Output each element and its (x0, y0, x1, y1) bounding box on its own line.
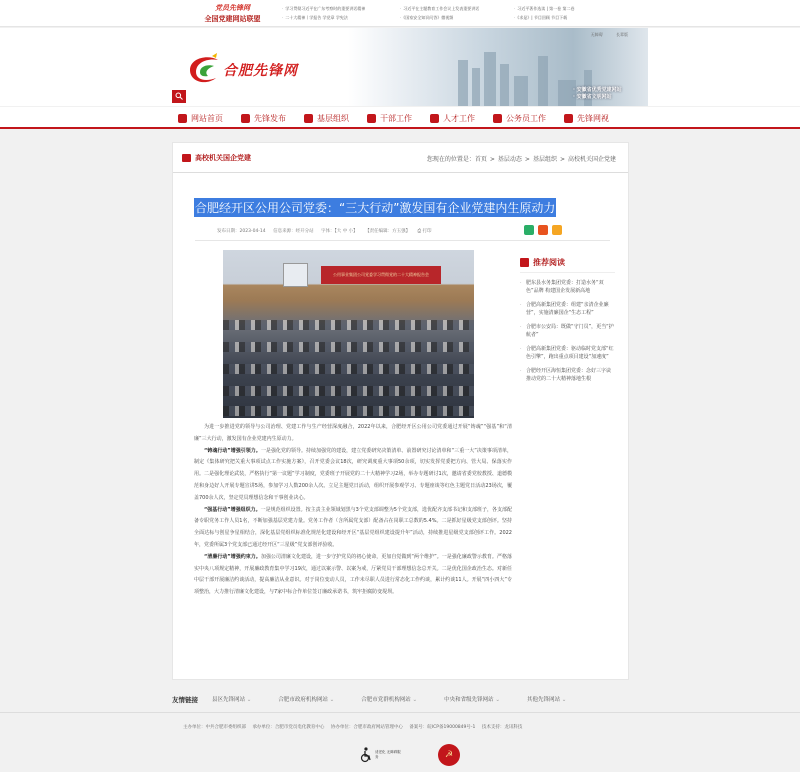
logo-line2: 全国党建网站联盟 (204, 15, 261, 23)
header-links (591, 32, 628, 38)
footer-tech-support: 技术支持：龙讯科技 (481, 725, 523, 730)
release-icon (241, 114, 250, 123)
footer-icp[interactable]: 备案号：皖ICP备19000849号-1 (409, 725, 476, 730)
party-flag-icon (182, 154, 191, 162)
link-select-gov[interactable]: 合肥市政府机构网站 ⌄ (278, 695, 334, 703)
paragraph-text: 为进一步推进党的领导与公司治理、党建工作与生产经营深度融合，2022年以来，合肥经开区公用公司党委通过开展“铸魂”“强基”和“清廉”三大行动，激发国有企业党建内生原动力。 (194, 424, 512, 442)
paragraph (194, 505, 512, 552)
top-news-link[interactable]: · 《求是》| 节目回顾 节目下载 (514, 13, 574, 22)
recommended-header (520, 257, 615, 273)
paragraph-lead: “铸魂行动”增强引领力。 (204, 447, 261, 454)
section-title-text: 高校机关国企党建 (195, 154, 251, 162)
recommended-item[interactable]: · 肥东县水务集团党委：打造水务“双色”品牌 构建国企发展新高地 (520, 279, 615, 295)
cadre-icon (367, 114, 376, 123)
accessibility-badge[interactable] (360, 744, 404, 766)
top-news-link[interactable]: · 习近平在主题教育工作会议上发表重要讲话 (400, 4, 479, 13)
nav-label: 基层组织 (317, 113, 349, 123)
editor: 【责任编辑：方玉强】 (365, 229, 411, 234)
breadcrumb-item[interactable]: 基层组织 (532, 156, 557, 163)
nav-label: 人才工作 (443, 113, 475, 123)
paragraph-text: 一是规范组织设置。按主责主业领域划黑与3个党支部调整为5个党支部，选优配齐支部书记和支部班子，各支部配备专职党务工作人员1名，不断加强基层党建力量。党务工作者（含所属党支部）配备占在岗职工总数的5.4%。二是抓好星级党支部创评。坚持全面达标与创星争星相结合，深化基层党组织标准化规范化建设和经开区“基层党组织建设提升年”活动，持续推进星级党支部创评工作。2022年，党委所属3个党支部已通过经开区“三星级”党支部创评验收。 (194, 506, 512, 548)
footer-co-organizer: 协办单位：合肥市政府网站管理中心 (330, 725, 403, 730)
nav-home[interactable] (178, 107, 223, 129)
book-icon (520, 258, 529, 267)
recommended-item[interactable]: · 合肥市公安局：既做“守门员”，更当“护航者” (520, 323, 615, 339)
nav-label: 干部工作 (380, 113, 412, 123)
search-icon (175, 92, 183, 100)
nav-talent[interactable] (430, 107, 475, 129)
top-news-col1 (282, 4, 365, 22)
wechat-share-icon[interactable] (524, 225, 534, 235)
link-select-other[interactable]: 其他先锋网站 ⌄ (527, 695, 566, 703)
site-logo[interactable] (186, 52, 326, 86)
nav-label: 先锋网视 (577, 113, 609, 123)
nav-civil-servant[interactable] (493, 107, 546, 129)
logo-text: 合肥先锋网 (223, 63, 298, 79)
section-title (182, 153, 251, 163)
divider (195, 240, 610, 241)
link-select-county[interactable]: 县区先锋网站 ⌄ (212, 695, 251, 703)
top-news-link[interactable]: · 《国家安全知识问答》微视频 (400, 13, 479, 22)
party-emblem-badge[interactable]: ☭ (438, 744, 460, 766)
top-bar (0, 0, 800, 27)
recommended-item[interactable]: · 合肥高新集团党委：组建“亲清企业廉营”，实施清廉国企“生态工程” (520, 301, 615, 317)
talent-icon (430, 114, 439, 123)
site-header (0, 28, 800, 106)
print-button[interactable]: ⎙ 打印 (417, 229, 432, 234)
breadcrumb: 您现在的位置是：首页 > 基层动态 > 基层组织 > 高校机关国企党建 (426, 156, 616, 163)
recommended-title: 推荐阅读 (533, 258, 565, 267)
civil-servant-icon (493, 114, 502, 123)
article-body (194, 422, 512, 599)
paragraph (194, 422, 512, 446)
font-size-switch[interactable]: 字体：【大 中 小】 (321, 229, 358, 234)
link-select-party[interactable]: 合肥市党群机构网站 ⌄ (361, 695, 417, 703)
nav-label: 公务员工作 (506, 113, 546, 123)
top-news-col3 (514, 4, 574, 22)
nav-label: 先锋发布 (254, 113, 286, 123)
breadcrumb-item[interactable]: 高校机关国企党建 (567, 156, 616, 163)
section-header (173, 143, 628, 173)
nav-video[interactable] (564, 107, 609, 129)
friendly-links-title: 友情链接 (172, 695, 198, 704)
logo-ribbon-icon (186, 52, 226, 86)
photo-banner: 公用事业集团公司党委学习贯彻党的二十大精神报告会 (321, 266, 441, 284)
article-photo (223, 250, 474, 418)
weibo-share-icon[interactable] (538, 225, 548, 235)
header-slogan (573, 87, 622, 101)
accessibility-link[interactable]: 无障碍 (590, 32, 603, 37)
accessibility-badge-label: 适老化 无障碍服务 (374, 750, 401, 759)
link-select-central[interactable]: 中央和省级先锋网站 ⌄ (444, 695, 500, 703)
search-button[interactable] (172, 90, 186, 103)
slogan-line: · 安徽省优秀党建网站 (573, 87, 622, 93)
footer-sponsor: 主办单位：中共合肥市委组织部 (183, 725, 246, 730)
video-icon (564, 114, 573, 123)
nav-cadre[interactable] (367, 107, 412, 129)
qzone-share-icon[interactable] (552, 225, 562, 235)
photo-whiteboard (283, 263, 308, 287)
party-alliance-logo[interactable] (200, 3, 265, 24)
logo-line1: 党员先锋网 (215, 3, 250, 12)
friendly-links (172, 690, 629, 708)
breadcrumb-home[interactable]: 首页 (474, 156, 487, 163)
info-source: 信息来源：经开分站 (273, 229, 314, 234)
breadcrumb-item[interactable]: 基层动态 (497, 156, 522, 163)
nav-releases[interactable] (241, 107, 286, 129)
recommended-item[interactable]: · 合肥高新集团党委：驱动临时党支部“红色引擎”，跑出重点项目建设“加速度” (520, 345, 615, 361)
recommended-reading (520, 257, 615, 389)
paragraph (194, 446, 512, 505)
nav-label: 网站首页 (191, 113, 223, 123)
paragraph-text: 加强公司清廉文化建设，进一步守护党员的初心使命，更加自觉做到“两个维护”。一是强化廉政警示教育。严格落实中央八项规定精神，开展廉政教育集中学习19次，通过以案示警、以案为戒，厅紧党员干部理想信念总开关。二是优化国企政治生态。对新任中层干部开展廉洁约谈活动，提高廉洁从业意识。对于岗位变动人员，工作未尽职人员进行常态化工作约谈，累计约谈11人。开展“四小四大”专项整治，大力推行清廉文化建设，与7家中标合作单位签订廉政承诺书，筑牢拒腐防变堤坝。 (194, 553, 512, 596)
wheelchair-icon (360, 747, 372, 763)
recommended-item[interactable]: · 合肥经开区海恒集团党委：念好三字诀 推动党的二十大精神落地生根 (520, 367, 615, 383)
paragraph (194, 552, 512, 599)
top-news-link[interactable]: · 习近平著作选读 | 第一卷 第二卷 (514, 4, 574, 13)
slogan-line: · 安徽省文明网站 (573, 94, 612, 100)
paragraph-lead: “清廉行动”增强约束力。 (204, 553, 261, 560)
footer-divider (0, 712, 800, 713)
home-icon (178, 114, 187, 123)
article-meta (217, 228, 444, 234)
paragraph-lead: “强基行动”增强组织力。 (204, 506, 261, 513)
top-news-col2 (400, 4, 479, 22)
footer-info (183, 724, 527, 730)
nav-grassroots[interactable] (304, 107, 349, 129)
article-panel (172, 142, 629, 680)
footer-badges (360, 744, 460, 766)
main-nav (0, 107, 800, 129)
publish-date: 发布日期：2023-04-14 (217, 229, 266, 234)
article-title: 合肥经开区公用公司党委：“三大行动”激发国有企业党建内生原动力 (194, 198, 556, 217)
top-news-link[interactable]: · 学习贯彻习近平在广东考察时的重要讲话精神 (282, 4, 365, 13)
paragraph-text: 一是强化党的领导。持续加强党的建设，建立党委研究决策清单、前置研究讨论清单和“三重一大”决策事项清单，制定《集体研究把关重大事项试点工作实施方案》，召开党委会议18次，研究调度重大事项50余项，切实发挥党委把方向、管大局、保落实作用。二是强化理论武装，严格执行“第一议题”学习制度，党委班子开展党的二十大精神学习2场，举办专题研讨1次，邀请省委党校教授、道德模范和身边好人开展专题宣讲5场，参加学习人数200余人次。立足主题党日活动，组织开展参观学习、专题座谈等红色主题党日活动23场次，覆盖700余人次，坚定党员理想信念和干事创业决心。 (194, 447, 512, 501)
top-news-link[interactable]: · 二十大精神丨学报告 学党章 学宪法 (282, 13, 365, 22)
elder-mode-link[interactable]: 长辈版 (616, 32, 628, 37)
footer-organizer: 承办单位：合肥市党员电化教育中心 (252, 725, 325, 730)
print-label: 打印 (422, 229, 432, 234)
breadcrumb-prefix: 您现在的位置是： (426, 156, 475, 163)
grassroots-icon (304, 114, 313, 123)
share-bar (524, 225, 566, 235)
